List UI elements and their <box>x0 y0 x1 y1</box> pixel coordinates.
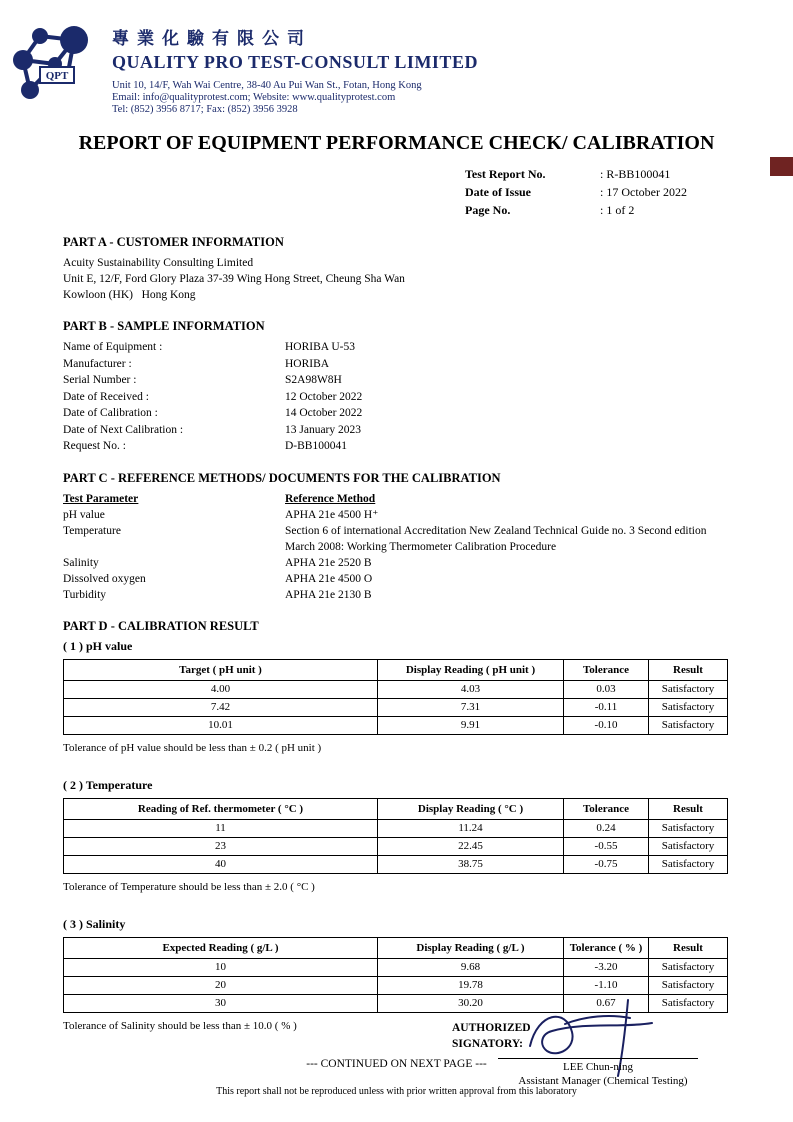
page-no-value: : 1 of 2 <box>600 203 635 217</box>
subsection-salinity-label: ( 3 ) Salinity <box>63 916 126 931</box>
table-header-cell: Result <box>649 659 728 680</box>
reference-method-row <box>63 555 793 571</box>
table-cell: Satisfactory <box>649 994 728 1012</box>
method-turbidity: APHA 21e 2130 B <box>285 588 372 601</box>
table-header-cell: Display Reading ( °C ) <box>378 798 564 819</box>
table-cell: -0.11 <box>564 698 649 716</box>
table-cell: 38.75 <box>378 855 564 873</box>
table-cell: 7.42 <box>64 698 378 716</box>
qpt-logo <box>10 20 104 119</box>
report-disclaimer: This report shall not be reproduced unless with prior written approval from this laboratory <box>216 1086 577 1097</box>
sample-info-row <box>63 389 793 406</box>
table-cell: -0.55 <box>564 837 649 855</box>
sample-info-row <box>63 438 793 455</box>
company-name-english: QUALITY PRO TEST-CONSULT LIMITED <box>112 52 478 72</box>
date-of-issue-label: Date of Issue <box>465 185 531 199</box>
table-cell: Satisfactory <box>649 698 728 716</box>
table-header-cell: Tolerance ( % ) <box>564 937 649 958</box>
ph-tolerance-note: Tolerance of pH value should be less than ± 0.2 ( pH unit ) <box>63 741 322 754</box>
date-received-label: Date of Received : <box>63 390 149 403</box>
method-temperature: Section 6 of international Accreditation New Zealand Technical Guide no. 3 Second edition March 2008: Working Thermometer Calibration Procedure <box>285 524 707 553</box>
sample-info-row <box>63 339 793 356</box>
table-cell: 0.24 <box>564 819 649 837</box>
report-info-block <box>465 165 793 219</box>
signer-title: Assistant Manager (Chemical Testing) <box>518 1075 688 1087</box>
parameter-ph: pH value <box>63 508 105 521</box>
table-header-cell: Target ( pH unit ) <box>64 659 378 680</box>
part-c-heading: PART C - REFERENCE METHODS/ DOCUMENTS FOR THE CALIBRATION <box>63 470 501 485</box>
part-b-heading: PART B - SAMPLE INFORMATION <box>63 319 265 333</box>
report-info-row <box>465 201 793 219</box>
date-received-value: 12 October 2022 <box>285 390 363 403</box>
table-cell: 0.67 <box>564 994 649 1012</box>
table-cell: 4.03 <box>378 680 564 698</box>
table-cell: Satisfactory <box>649 855 728 873</box>
table-row <box>64 976 728 994</box>
table-row <box>64 716 728 734</box>
table-cell: 4.00 <box>64 680 378 698</box>
table-cell: -3.20 <box>564 958 649 976</box>
customer-address-2: Kowloon (HK) Hong Kong <box>63 289 196 301</box>
sample-info-row <box>63 372 793 389</box>
table-cell: -1.10 <box>564 976 649 994</box>
table-header-cell: Result <box>649 798 728 819</box>
sample-info-row <box>63 405 793 422</box>
parameter-turbidity: Turbidity <box>63 588 107 601</box>
serial-number-value: S2A98W8H <box>285 374 342 386</box>
date-next-calibration-label: Date of Next Calibration : <box>63 423 184 436</box>
reference-method-header-row <box>63 491 793 507</box>
table-row <box>64 837 728 855</box>
parameter-dissolved-oxygen: Dissolved oxygen <box>63 572 146 585</box>
table-cell: 40 <box>64 855 378 873</box>
table-row <box>64 958 728 976</box>
method-dissolved-oxygen: APHA 21e 4500 O <box>285 572 373 585</box>
table-header-cell: Tolerance <box>564 798 649 819</box>
serial-number-label: Serial Number : <box>63 374 137 386</box>
letterhead <box>0 0 793 119</box>
sample-info-row <box>63 422 793 439</box>
salinity-tolerance-note: Tolerance of Salinity should be less than ± 10.0 ( % ) <box>63 1019 297 1032</box>
table-cell: -0.75 <box>564 855 649 873</box>
subsection-temperature-label: ( 2 ) Temperature <box>63 777 153 792</box>
date-next-calibration-value: 13 January 2023 <box>285 423 362 436</box>
table-row <box>64 855 728 873</box>
table-cell: 11.24 <box>378 819 564 837</box>
red-corner-mark <box>770 157 793 176</box>
date-of-issue-value: : 17 October 2022 <box>600 185 687 199</box>
table-cell: 30.20 <box>378 994 564 1012</box>
report-info-row <box>465 165 793 183</box>
reference-method-row <box>63 571 793 587</box>
table-cell: 20 <box>64 976 378 994</box>
method-ph: APHA 21e 4500 H⁺ <box>285 508 379 521</box>
temperature-calibration-table <box>63 798 728 874</box>
method-salinity: APHA 21e 2520 B <box>285 556 372 569</box>
equipment-name-value: HORIBA U-53 <box>285 341 355 353</box>
table-cell: 11 <box>64 819 378 837</box>
part-d-heading: PART D - CALIBRATION RESULT <box>63 618 259 633</box>
qpt-logo-text: QPT <box>45 70 69 82</box>
table-cell: Satisfactory <box>649 819 728 837</box>
table-header-cell: Display Reading ( g/L ) <box>378 937 564 958</box>
table-cell: Satisfactory <box>649 716 728 734</box>
table-cell: Satisfactory <box>649 976 728 994</box>
document-title: REPORT OF EQUIPMENT PERFORMANCE CHECK/ CALIBRATION <box>78 132 715 154</box>
company-address: Unit 10, 14/F, Wah Wai Centre, 38-40 Au Pui Wan St., Fotan, Hong Kong <box>112 80 422 91</box>
equipment-name-label: Name of Equipment : <box>63 341 163 353</box>
table-cell: 23 <box>64 837 378 855</box>
signer-name: LEE Chun-ning <box>563 1061 633 1073</box>
table-cell: 22.45 <box>378 837 564 855</box>
table-cell: 7.31 <box>378 698 564 716</box>
company-tel-fax: Tel: (852) 3956 8717; Fax: (852) 3956 3928 <box>112 104 298 115</box>
request-no-value: D-BB100041 <box>285 440 347 452</box>
parameter-salinity: Salinity <box>63 556 99 569</box>
table-cell: 19.78 <box>378 976 564 994</box>
request-no-label: Request No. : <box>63 440 126 452</box>
reference-method-row <box>63 587 793 603</box>
sample-info-row <box>63 356 793 373</box>
table-cell: 10 <box>64 958 378 976</box>
date-calibration-label: Date of Calibration : <box>63 407 158 419</box>
authorized-text: AUTHORIZED <box>452 1022 531 1034</box>
table-cell: 9.91 <box>378 716 564 734</box>
subsection-ph-label: ( 1 ) pH value <box>63 638 133 653</box>
table-cell: 10.01 <box>64 716 378 734</box>
report-no-value: : R-BB100041 <box>600 167 671 181</box>
page-no-label: Page No. <box>465 203 511 217</box>
table-cell: 30 <box>64 994 378 1012</box>
table-cell: 0.03 <box>564 680 649 698</box>
reference-method-header: Reference Method <box>285 492 376 505</box>
parameter-temperature: Temperature <box>63 524 121 537</box>
continued-on-next-page: --- CONTINUED ON NEXT PAGE --- <box>306 1057 487 1070</box>
table-header-cell: Result <box>649 937 728 958</box>
reference-method-row <box>63 523 793 555</box>
table-row <box>64 680 728 698</box>
qpt-logo-graphic <box>10 20 104 114</box>
company-block <box>112 20 478 119</box>
table-header-cell: Expected Reading ( g/L ) <box>64 937 378 958</box>
table-row <box>64 819 728 837</box>
table-cell: Satisfactory <box>649 680 728 698</box>
report-no-label: Test Report No. <box>465 167 546 181</box>
reference-method-row <box>63 507 793 523</box>
signature-line <box>498 1058 698 1059</box>
table-cell: Satisfactory <box>649 837 728 855</box>
table-cell: Satisfactory <box>649 958 728 976</box>
manufacturer-label: Manufacturer : <box>63 357 132 370</box>
table-cell: 9.68 <box>378 958 564 976</box>
table-header-cell: Tolerance <box>564 659 649 680</box>
table-cell: -0.10 <box>564 716 649 734</box>
customer-address-1: Unit E, 12/F, Ford Glory Plaza 37-39 Wing Hong Street, Cheung Sha Wan <box>63 273 405 285</box>
manufacturer-value: HORIBA <box>285 357 330 370</box>
signatory-text: SIGNATORY: <box>452 1038 523 1050</box>
report-info-row <box>465 183 793 201</box>
table-row <box>64 698 728 716</box>
table-header-cell: Reading of Ref. thermometer ( °C ) <box>64 798 378 819</box>
company-name-chinese: 專業化驗有限公司 <box>112 29 312 49</box>
table-header-cell: Display Reading ( pH unit ) <box>378 659 564 680</box>
temperature-tolerance-note: Tolerance of Temperature should be less than ± 2.0 ( °C ) <box>63 880 315 893</box>
company-email-website: Email: info@qualityprotest.com; Website: www.qualityprotest.com <box>112 92 396 103</box>
customer-name: Acuity Sustainability Consulting Limited <box>63 257 254 269</box>
date-calibration-value: 14 October 2022 <box>285 407 363 419</box>
part-a-heading: PART A - CUSTOMER INFORMATION <box>63 235 284 249</box>
test-parameter-header: Test Parameter <box>63 492 139 505</box>
ph-calibration-table <box>63 659 728 735</box>
